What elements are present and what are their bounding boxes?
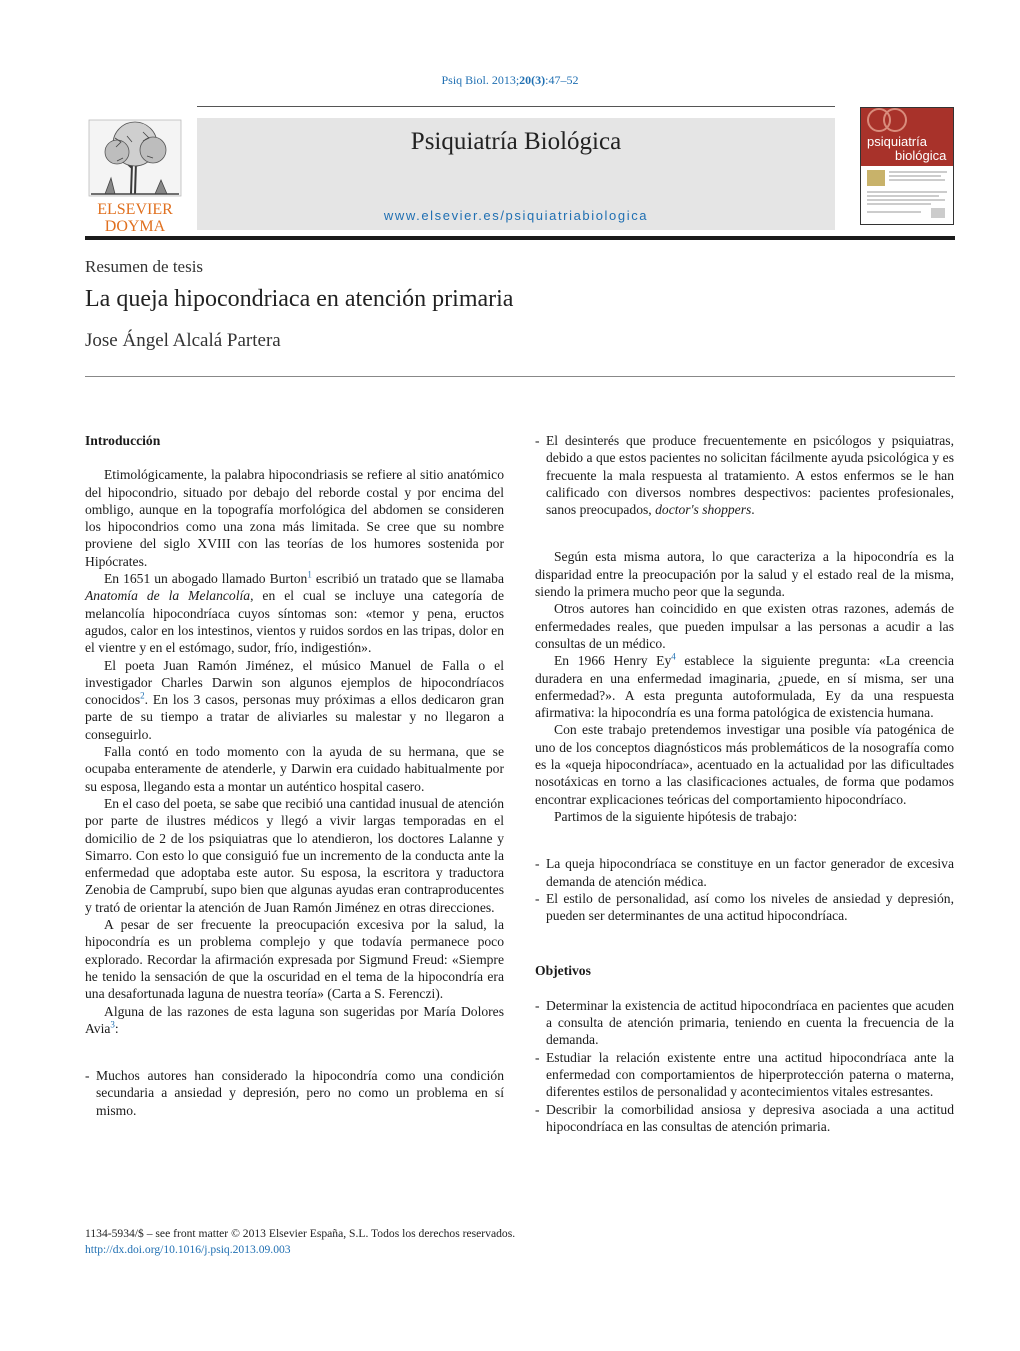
journal-banner	[197, 118, 835, 230]
article-title: La queja hipocondriaca en atención primaria	[85, 286, 514, 312]
objectives-list	[535, 997, 954, 1135]
paragraph: En 1651 un abogado llamado Burton$^1$ escribió un tratado que se llamaba Anatomía de la Melancolía, en el cual se incluye una categoría de melancolía hipocondríaca cuyos síntomas son: «temor y pena, eructos agudos, calor en los intestinos, vientos y ruidos sordos en las tripas, dolor en el vientre y en el estómago, sudor, frío, indigestión».	[85, 569, 505, 656]
header-bottom-rule	[85, 236, 955, 240]
body-column-right	[535, 432, 954, 1135]
reasons-list	[85, 1067, 504, 1119]
paragraph: En 1966 Henry Ey$^4$ establece la siguiente pregunta: «La creencia duradera en una enfermedad imaginaria, ¿puede, en sí misma, ser una enfermedad?». A esta pregunta autoformulada, Ey da una respuesta afirmativa: la hipocondría es una forma patológica de existencia humana.	[535, 651, 954, 721]
list-item: - La queja hipocondríaca se constituye en un factor generador de excesiva demanda de atención médica.	[535, 855, 954, 890]
paragraph: Falla contó en todo momento con la ayuda de su hermana, que se ocupaba enteramente de atenderle, y Darwin era cuidado habitualmente por su esposa, llegando esta a montar un auténtico hospital casero.	[85, 744, 504, 794]
list-item: - Describir la comorbilidad ansiosa y depresiva asociada a una actitud hipocondríaca en las consultas de atención primaria.	[535, 1101, 954, 1136]
heading-introduccion: Introducción	[85, 433, 161, 448]
reference-link[interactable]: 1	[307, 569, 312, 580]
citation-pages: :47–52	[545, 73, 579, 87]
hypotheses-list	[535, 855, 954, 924]
journal-url-link[interactable]: www.elsevier.es/psiquiatriabiologica	[383, 208, 649, 223]
logo-text-elsevier: ELSEVIER	[97, 201, 173, 218]
journal-title: Psiquiatría Biológica	[410, 128, 622, 155]
header-top-line	[197, 106, 835, 107]
paragraph: A pesar de ser frecuente la preocupación excesiva por la salud, la hipocondría es un problema complejo y que todavía permanece poco explorado. Recordar la afirmación expresada por Sigmund Freud: «Siempre he tenido la sensación de que la oscuridad en el tema de la hipocondría era una desafortunada laguna de nuestra teoría» (Carta a S. Ferenczi).	[85, 917, 504, 1002]
journal-header	[85, 106, 955, 241]
reasons-list-continued	[535, 432, 954, 518]
meta-separator	[85, 376, 955, 377]
paragraph: El poeta Juan Ramón Jiménez, el músico Manuel de Falla o el investigador Charles Darwin son algunos ejemplos de hipocondríacos conocidos$^2$. En los 3 casos, personas muy próximas a ellos dedicaron gran parte de su tiempo a tratar de aliviarles su malestar y no llegaron a conseguirlo.	[85, 657, 504, 742]
journal-cover-image	[860, 107, 954, 225]
citation-volume: 20	[519, 73, 532, 87]
citation-issue: (3)	[531, 73, 546, 87]
paragraph: Partimos de la siguiente hipótesis de trabajo:	[554, 808, 798, 824]
paragraph: Etimológicamente, la palabra hipocondriasis se refiere al sitio anatómico del hipocondrio, situado por debajo del reborde costal y por encima del ombligo, aunque en la topografía morfológica del abdomen se consideren los hipocondrios como una zona más limitada. Se cree que su nombre proviene del siglo XVIII con las teorías de los humores sostenida por Hipócrates.	[85, 467, 504, 569]
journal-citation[interactable]	[0, 73, 1020, 88]
list-item: - El estilo de personalidad, así como los niveles de ansiedad y depresión, pueden ser determinantes de una actitud hipocondríaca.	[535, 890, 954, 925]
citation-prefix: Psiq Biol. 2013;	[441, 73, 520, 87]
elsevier-logo	[85, 118, 185, 233]
paragraph: Según esta misma autora, lo que caracteriza a la hipocondría es la disparidad entre la preocupación por la salud y el estado real de la misma, siendo la primera mucho peor que la segunda.	[535, 549, 954, 600]
reference-link[interactable]: 3	[110, 1019, 115, 1030]
paragraph: Alguna de las razones de esta laguna son sugeridas por María Dolores Avia$^3$:	[85, 1003, 504, 1036]
paragraph: En el caso del poeta, se sabe que recibió una cantidad inusual de atención por parte de ilustres médicos y llegó a vivir largas temporadas en el domicilio de 2 de los psiquiatras que lo atendieron, los doctores Lalanne y Simarro. Con esto lo que consiguió fue un incremento de la conducta ante la enfermedad que adoptaba este autor. Su esposa, la escritora y traductora Zenobia de Camprubí, supo bien que algunas ayudas eran contraproducentes y trató de orientar la atención de Juan Ramón Jiménez en otras direcciones.	[85, 795, 504, 915]
reference-link[interactable]: 2	[140, 690, 145, 701]
list-item: - El desinterés que produce frecuentemente en psicólogos y psiquiatras, debido a que estos pacientes no solicitan fácilmente ayuda psicológica y es frecuente la mala respuesta al tratamiento. A estos enfermos se le han calificado con diversos nombres despectivos: pacientes profesionales, sanos preocupados, doctor's shoppers.	[535, 432, 954, 518]
doi-link[interactable]: http://dx.doi.org/10.1016/j.psiq.2013.09.003	[85, 1243, 291, 1256]
article-section-label: Resumen de tesis	[85, 257, 204, 276]
cover-title-line2: biológica	[895, 148, 947, 163]
page-footer	[85, 1226, 515, 1258]
copyright-line: 1134-5934/$ – see front matter © 2013 Elsevier España, S.L. Todos los derechos reservados.	[85, 1227, 516, 1240]
list-item: - Muchos autores han considerado la hipocondría como una condición secundaria a ansiedad y depresión, pero no como un problema en sí mismo.	[85, 1067, 504, 1119]
elsevier-tree-icon	[89, 120, 181, 196]
heading-objetivos: Objetivos	[535, 963, 591, 979]
paragraph: Con este trabajo pretendemos investigar una posible vía patogénica de uno de los conceptos diagnósticos más problemáticos de la nosografía como es la «queja hipocondríaca», acentuado en la actualidad por las dificultades nosotáxicas en torno a las clasificaciones actuales, de forma que podamos encontrar explicaciones teóricas del comportamiento hipocondríaco.	[535, 722, 954, 807]
cover-title-line1: psiquiatría	[867, 134, 927, 149]
logo-text-doyma: DOYMA	[104, 218, 166, 233]
article-author: Jose Ángel Alcalá Partera	[85, 330, 281, 351]
list-item: - Determinar la existencia de actitud hipocondríaca en pacientes que acuden a consulta de atención primaria, teniendo en cuenta la frecuencia de la demanda.	[535, 997, 954, 1049]
paragraph: Otros autores han coincidido en que existen otras razones, además de enfermedades reales, que pueden impulsar a las personas a acudir a las consultas de un médico.	[535, 601, 954, 651]
reference-link[interactable]: 4	[671, 651, 676, 662]
body-column-left	[85, 432, 504, 1119]
list-item: - Estudiar la relación existente entre una actitud hipocondríaca ante la enfermedad con comportamientos de hiperprotección paterna o materna, diferentes estilos de personalidad y acontecimientos vitales estresantes.	[535, 1049, 954, 1101]
